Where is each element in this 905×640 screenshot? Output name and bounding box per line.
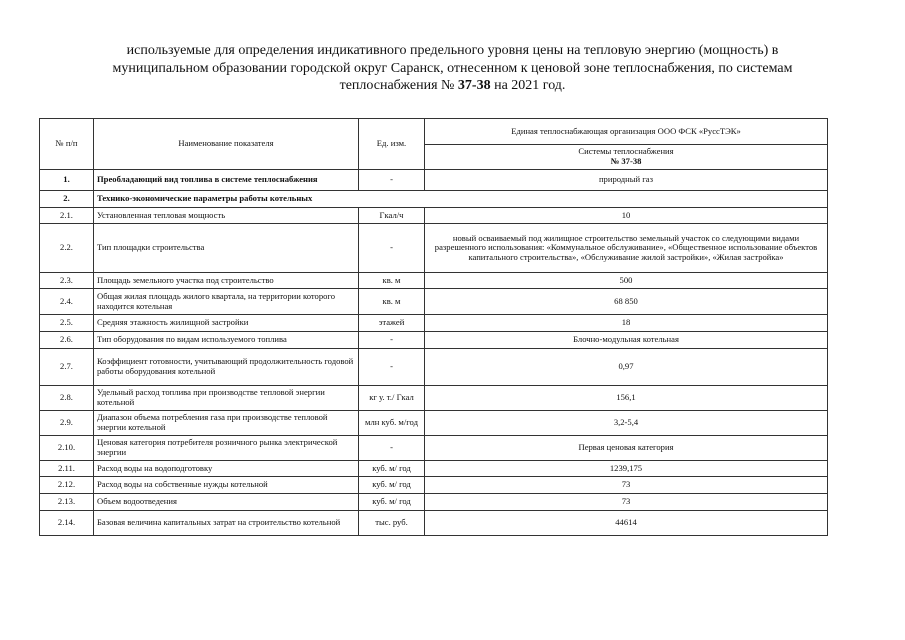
row-value: Блочно-модульная котельная: [425, 332, 828, 349]
row-num: 2.14.: [40, 511, 94, 536]
table-row: [40, 477, 828, 494]
row-name: Тип оборудования по видам используемого топлива: [94, 332, 359, 349]
row-num: 2.7.: [40, 349, 94, 386]
row-unit: -: [359, 170, 425, 191]
heading-line-3-post: на 2021 год.: [490, 78, 566, 93]
row-num: 2.11.: [40, 461, 94, 477]
table-row: [40, 461, 828, 477]
row-unit: -: [359, 436, 425, 461]
row-unit: -: [359, 332, 425, 349]
table-row: [40, 208, 828, 224]
row-value: 0,97: [425, 349, 828, 386]
row-num: 2.: [40, 191, 94, 208]
row-value: природный газ: [425, 170, 828, 191]
header-num: № п/п: [40, 119, 94, 170]
row-value: 1239,175: [425, 461, 828, 477]
row-num: 2.5.: [40, 315, 94, 332]
row-num: 2.8.: [40, 386, 94, 411]
row-value: 73: [425, 494, 828, 511]
header-systems: [425, 145, 828, 170]
table-row: [40, 494, 828, 511]
table-header-row: [40, 119, 828, 145]
heading-line-2: муниципальном образовании городской округ Саранск, отнесенном к ценовой зоне теплоснабжения, по системам: [112, 60, 793, 76]
heading-line-1: используемые для определения индикативного предельного уровня цены на тепловую энергию (мощность) в: [126, 43, 779, 58]
row-num: 2.10.: [40, 436, 94, 461]
row-num: 2.6.: [40, 332, 94, 349]
row-num: 2.12.: [40, 477, 94, 494]
header-systems-line-1: Системы теплоснабжения: [578, 146, 674, 157]
row-name: Общая жилая площадь жилого квартала, на территории которого находится котельная: [94, 289, 359, 315]
row-name: Установленная тепловая мощность: [94, 208, 359, 224]
row-value: 18: [425, 315, 828, 332]
section-title: Технико-экономические параметры работы котельных: [94, 191, 828, 208]
heading-line-3: [60, 77, 845, 95]
row-value: 68 850: [425, 289, 828, 315]
row-num: 2.9.: [40, 411, 94, 436]
row-unit: тыс. руб.: [359, 511, 425, 536]
row-name: Расход воды на водоподготовку: [94, 461, 359, 477]
row-unit: куб. м/ год: [359, 461, 425, 477]
row-value: новый осваиваемый под жилищное строительство земельный участок со следующими видами разрешенного использования: «Коммунальное обслуживание», «Общественное использование объектов капитального строительства», «Обслуживание жилой застройки», «Жилая застройка»: [425, 224, 828, 273]
row-unit: куб. м/ год: [359, 494, 425, 511]
table-row: [40, 411, 828, 436]
table-row: [40, 273, 828, 289]
table-section-row: [40, 191, 828, 208]
table-row: [40, 511, 828, 536]
row-unit: куб. м/ год: [359, 477, 425, 494]
row-unit: Гкал/ч: [359, 208, 425, 224]
header-systems-line-2: № 37-38: [610, 156, 642, 166]
row-value: 73: [425, 477, 828, 494]
table-row: [40, 315, 828, 332]
row-value: 156,1: [425, 386, 828, 411]
heading-line-3-pre: теплоснабжения №: [339, 78, 458, 93]
header-organization: Единая теплоснабжающая организация ООО ФСК «РуссТЭК»: [425, 119, 828, 145]
row-name: Ценовая категория потребителя розничного рынка электрической энергии: [94, 436, 359, 461]
row-value: 3,2-5,4: [425, 411, 828, 436]
row-unit: этажей: [359, 315, 425, 332]
row-value: 10: [425, 208, 828, 224]
row-num: 2.3.: [40, 273, 94, 289]
parameters-table: [39, 118, 828, 536]
header-unit: Ед. изм.: [359, 119, 425, 170]
row-name: Расход воды на собственные нужды котельной: [94, 477, 359, 494]
row-name: Объем водоотведения: [94, 494, 359, 511]
row-name: Базовая величина капитальных затрат на строительство котельной: [94, 511, 359, 536]
row-name: Преобладающий вид топлива в системе теплоснабжения: [94, 170, 359, 191]
table-row: [40, 436, 828, 461]
row-name: Удельный расход топлива при производстве тепловой энергии котельной: [94, 386, 359, 411]
row-name: Площадь земельного участка под строительство: [94, 273, 359, 289]
row-value: Первая ценовая категория: [425, 436, 828, 461]
table-row: [40, 224, 828, 273]
table-row: [40, 289, 828, 315]
row-unit: кв. м: [359, 273, 425, 289]
row-unit: млн куб. м/год: [359, 411, 425, 436]
row-value: 500: [425, 273, 828, 289]
heading-system-number: 37-38: [457, 78, 491, 93]
row-unit: кв. м: [359, 289, 425, 315]
row-num: 1.: [40, 170, 94, 191]
document-heading: [60, 42, 845, 95]
table-row: [40, 386, 828, 411]
table-row: [40, 332, 828, 349]
row-name: Средняя этажность жилищной застройки: [94, 315, 359, 332]
row-unit: -: [359, 224, 425, 273]
header-name: Наименование показателя: [94, 119, 359, 170]
row-num: 2.4.: [40, 289, 94, 315]
row-num: 2.1.: [40, 208, 94, 224]
row-name: Коэффициент готовности, учитывающий продолжительность годовой работы оборудования котельной: [94, 349, 359, 386]
row-num: 2.13.: [40, 494, 94, 511]
row-name: Тип площадки строительства: [94, 224, 359, 273]
table-row: [40, 170, 828, 191]
row-value: 44614: [425, 511, 828, 536]
table-row: [40, 349, 828, 386]
row-num: 2.2.: [40, 224, 94, 273]
row-unit: -: [359, 349, 425, 386]
row-name: Диапазон объема потребления газа при производстве тепловой энергии котельной: [94, 411, 359, 436]
row-unit: кг у. т./ Гкал: [359, 386, 425, 411]
